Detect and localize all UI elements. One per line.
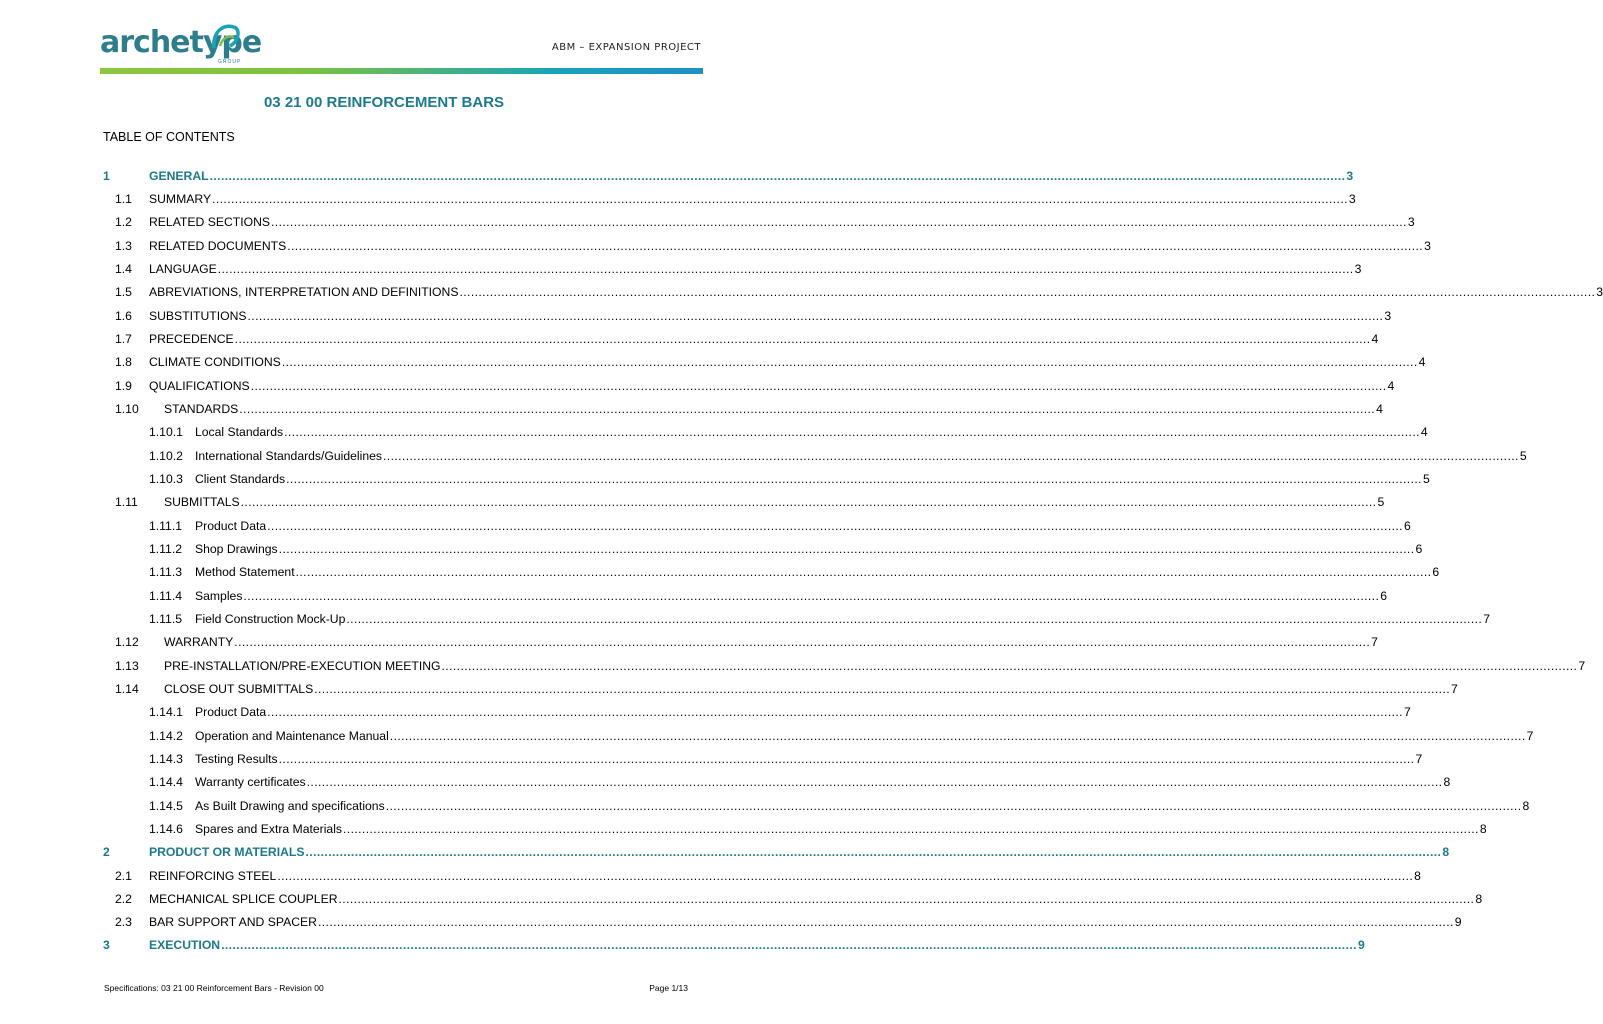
toc-dot-leader: ............................................................................................................................................................................................................................................................................................................ (221, 938, 1357, 953)
toc-dot-leader: ............................................................................................................................................................................................................................................................................................................ (383, 448, 1519, 463)
toc-entry-page: 5 (1519, 448, 1527, 463)
toc-dot-leader: ............................................................................................................................................................................................................................................................................................................ (277, 868, 1414, 883)
toc-entry-title: Testing Results (195, 751, 278, 766)
toc-entry[interactable] (103, 701, 1411, 724)
toc-entry-number: 1.11 (115, 495, 138, 510)
toc-entry-title: ABREVIATIONS, INTERPRETATION AND DEFINITIONS (149, 285, 459, 300)
toc-dot-leader: ............................................................................................................................................................................................................................................................................................................ (314, 681, 1451, 696)
toc-entry-page: 8 (1475, 891, 1483, 906)
toc-entry-title: Operation and Maintenance Manual (195, 728, 389, 743)
toc-entry[interactable] (103, 514, 1411, 537)
toc-entry-number: 1.11.1 (149, 518, 182, 533)
logo-swoosh-icon (206, 18, 246, 58)
toc-entry-number: 2.3 (115, 915, 132, 930)
toc-entry[interactable] (103, 771, 1451, 794)
toc-entry-title: CLIMATE CONDITIONS (149, 355, 281, 370)
toc-entry-page: 7 (1403, 705, 1411, 720)
header-gradient-bar (100, 68, 703, 74)
toc-entry-number: 1.11.2 (149, 541, 182, 556)
toc-entry-page: 3 (1354, 261, 1362, 276)
footer-spec: Specifications: 03 21 00 Reinforcement Bars - Revision 00 (104, 983, 324, 993)
toc-dot-leader: ............................................................................................................................................................................................................................................................................................................ (250, 378, 1387, 393)
toc-entry-number: 2.2 (115, 891, 132, 906)
toc-entry-title: Product Data (195, 518, 267, 533)
toc-dot-leader: ............................................................................................................................................................................................................................................................................................................ (343, 821, 1479, 836)
toc-entry-page: 5 (1422, 471, 1430, 486)
document-title: 03 21 00 REINFORCEMENT BARS (263, 94, 505, 111)
toc-entry[interactable] (103, 654, 1586, 677)
toc-entry-title: BAR SUPPORT AND SPACER (149, 915, 317, 930)
toc-dot-leader: ............................................................................................................................................................................................................................................................................................................ (267, 705, 1403, 720)
toc-entry-number: 1.10.1 (149, 425, 183, 440)
toc-entry-page: 9 (1357, 938, 1365, 953)
toc-entry[interactable] (103, 934, 1365, 957)
toc-dot-leader: ............................................................................................................................................................................................................................................................................................................ (209, 168, 1346, 183)
toc-dot-leader: ............................................................................................................................................................................................................................................................................................................ (287, 238, 1424, 253)
toc-dot-leader: ............................................................................................................................................................................................................................................................................................................ (389, 728, 1526, 743)
toc-dot-leader: ............................................................................................................................................................................................................................................................................................................ (306, 775, 1443, 790)
toc-entry-number: 1.9 (115, 378, 132, 393)
toc-entry-title: PRE-INSTALLATION/PRE-EXECUTION MEETING (164, 658, 441, 673)
toc-entry-page: 6 (1403, 518, 1411, 533)
toc-dot-leader: ............................................................................................................................................................................................................................................................................................................ (305, 845, 1442, 860)
toc-entry-number: 1.13 (115, 658, 139, 673)
toc-entry-title: RELATED DOCUMENTS (149, 238, 287, 253)
toc-entry-title: WARRANTY (164, 635, 234, 650)
toc-dot-leader: ............................................................................................................................................................................................................................................................................................................ (317, 915, 1454, 930)
toc-entry-title: QUALIFICATIONS (149, 378, 250, 393)
toc-entry-number: 1.4 (115, 261, 132, 276)
toc-entry-page: 3 (1384, 308, 1392, 323)
toc-entry[interactable] (103, 724, 1534, 747)
toc-dot-leader: ............................................................................................................................................................................................................................................................................................................ (346, 611, 1483, 626)
toc-entry-title: Shop Drawings (195, 541, 278, 556)
toc-entry-title: SUMMARY (149, 191, 212, 206)
toc-entry-title: RELATED SECTIONS (149, 215, 270, 230)
toc-entry[interactable] (103, 491, 1385, 514)
toc-entry-number: 1.14.6 (149, 821, 183, 836)
toc-entry-title: REINFORCING STEEL (149, 868, 277, 883)
toc-entry[interactable] (103, 841, 1450, 864)
toc-entry-title: SUBMITTALS (164, 495, 240, 510)
toc-entry[interactable] (103, 677, 1458, 700)
toc-entry-number: 1.6 (115, 308, 132, 323)
toc-entry-title: GENERAL (149, 168, 209, 183)
toc-entry[interactable] (103, 467, 1430, 490)
toc-entry-title: Method Statement (195, 565, 295, 580)
toc-entry[interactable] (103, 584, 1388, 607)
table-of-contents (103, 164, 1603, 957)
toc-entry-title: CLOSE OUT SUBMITTALS (164, 681, 314, 696)
toc-dot-leader: ............................................................................................................................................................................................................................................................................................................ (234, 331, 1371, 346)
toc-dot-leader: ............................................................................................................................................................................................................................................................................................................ (338, 891, 1475, 906)
logo-wordmark: archetype (100, 25, 262, 60)
toc-entry[interactable] (103, 607, 1490, 630)
toc-entry-number: 1.10.2 (149, 448, 183, 463)
toc-entry-number: 1.14.3 (149, 751, 183, 766)
toc-entry[interactable] (103, 561, 1440, 584)
toc-entry[interactable] (103, 351, 1426, 374)
toc-dot-leader: ............................................................................................................................................................................................................................................................................................................ (243, 588, 1380, 603)
toc-heading: TABLE OF CONTENTS (103, 130, 235, 144)
toc-entry[interactable] (103, 257, 1362, 280)
project-name: ABM – EXPANSION PROJECT (551, 42, 701, 53)
toc-entry-title: SUBSTITUTIONS (149, 308, 247, 323)
toc-entry[interactable] (103, 911, 1462, 934)
toc-entry-number: 2 (103, 845, 110, 860)
toc-entry[interactable] (103, 234, 1431, 257)
toc-entry-page: 7 (1526, 728, 1534, 743)
toc-entry[interactable] (103, 887, 1483, 910)
toc-entry-number: 1.14.5 (149, 798, 183, 813)
toc-entry-title: PRODUCT OR MATERIALS (149, 845, 305, 860)
toc-dot-leader: ............................................................................................................................................................................................................................................................................................................ (281, 355, 1418, 370)
footer-page-number: Page 1/13 (649, 983, 688, 993)
toc-dot-leader: ............................................................................................................................................................................................................................................................................................................ (295, 565, 1432, 580)
toc-entry-page: 7 (1483, 611, 1490, 626)
toc-entry-page: 8 (1479, 821, 1487, 836)
toc-entry-title: LANGUAGE (149, 261, 217, 276)
toc-entry[interactable] (103, 281, 1603, 304)
toc-entry-page: 8 (1522, 798, 1530, 813)
toc-entry-number: 1.7 (115, 331, 132, 346)
toc-entry[interactable] (103, 444, 1527, 467)
toc-dot-leader: ............................................................................................................................................................................................................................................................................................................ (441, 658, 1578, 673)
toc-entry[interactable] (103, 794, 1530, 817)
toc-entry-title: Spares and Extra Materials (195, 821, 342, 836)
toc-entry-page: 4 (1371, 331, 1379, 346)
toc-entry-page: 3 (1348, 191, 1356, 206)
toc-entry-number: 1.5 (115, 285, 132, 300)
toc-dot-leader: ............................................................................................................................................................................................................................................................................................................ (239, 401, 1376, 416)
toc-entry-number: 1.14.4 (149, 775, 183, 790)
toc-entry-number: 1.10 (115, 401, 139, 416)
toc-entry-title: Warranty certificates (195, 775, 306, 790)
toc-dot-leader: ............................................................................................................................................................................................................................................................................................................ (267, 518, 1403, 533)
toc-entry-page: 6 (1380, 588, 1388, 603)
toc-entry-page: 8 (1414, 868, 1421, 883)
toc-entry-page: 7 (1578, 658, 1586, 673)
toc-dot-leader: ............................................................................................................................................................................................................................................................................................................ (278, 751, 1415, 766)
toc-entry[interactable] (103, 374, 1395, 397)
toc-entry-title: MECHANICAL SPLICE COUPLER (149, 891, 338, 906)
toc-entry-page: 3 (1596, 285, 1603, 300)
toc-dot-leader: ............................................................................................................................................................................................................................................................................................................ (459, 285, 1596, 300)
toc-entry-number: 1.14.2 (149, 728, 183, 743)
toc-entry[interactable] (103, 327, 1379, 350)
toc-entry-number: 1.3 (115, 238, 132, 253)
toc-entry-page: 5 (1377, 495, 1385, 510)
toc-entry[interactable] (103, 631, 1378, 654)
toc-entry-number: 1.8 (115, 355, 132, 370)
toc-entry[interactable] (103, 164, 1354, 187)
toc-entry-page: 8 (1442, 845, 1450, 860)
toc-dot-leader: ............................................................................................................................................................................................................................................................................................................ (217, 261, 1354, 276)
logo-subtext: GROUP (218, 59, 242, 65)
toc-entry-page: 6 (1415, 541, 1423, 556)
toc-entry[interactable] (103, 187, 1356, 210)
toc-entry-page: 8 (1443, 775, 1451, 790)
toc-entry-number: 1.10.3 (149, 471, 183, 486)
toc-entry-number: 1.2 (115, 215, 132, 230)
toc-dot-leader: ............................................................................................................................................................................................................................................................................................................ (212, 191, 1348, 206)
toc-entry-page: 7 (1415, 751, 1423, 766)
toc-entry-page: 7 (1451, 681, 1458, 696)
toc-entry[interactable] (103, 864, 1421, 887)
toc-entry[interactable] (103, 211, 1415, 234)
toc-entry-page: 3 (1424, 238, 1431, 253)
archetype-logo (100, 26, 261, 66)
toc-entry-page: 9 (1454, 915, 1462, 930)
toc-entry-number: 1.1 (115, 191, 132, 206)
toc-entry-title: Product Data (195, 705, 267, 720)
toc-entry[interactable] (103, 421, 1428, 444)
toc-entry-number: 1.11.3 (149, 565, 182, 580)
toc-dot-leader: ............................................................................................................................................................................................................................................................................................................ (286, 471, 1422, 486)
toc-entry-number: 1.11.5 (149, 611, 182, 626)
toc-entry-title: Samples (195, 588, 243, 603)
toc-entry[interactable] (103, 304, 1392, 327)
toc-entry-page: 4 (1418, 355, 1426, 370)
toc-entry-title: International Standards/Guidelines (195, 448, 382, 463)
toc-entry-title: Client Standards (195, 471, 286, 486)
toc-dot-leader: ............................................................................................................................................................................................................................................................................................................ (284, 425, 1420, 440)
toc-entry-number: 1.12 (115, 635, 139, 650)
toc-entry-title: Local Standards (195, 425, 284, 440)
toc-entry-page: 3 (1407, 215, 1415, 230)
toc-entry-page: 3 (1346, 168, 1354, 183)
page-header (100, 14, 703, 76)
toc-entry-page: 4 (1420, 425, 1428, 440)
toc-entry-page: 7 (1371, 635, 1378, 650)
toc-dot-leader: ............................................................................................................................................................................................................................................................................................................ (234, 635, 1371, 650)
toc-entry-title: EXECUTION (149, 938, 221, 953)
toc-entry-number: 1.14 (115, 681, 139, 696)
toc-entry-page: 4 (1376, 401, 1383, 416)
toc-entry-title: Field Construction Mock-Up (195, 611, 346, 626)
toc-entry[interactable] (103, 817, 1487, 840)
toc-entry-number: 3 (103, 938, 110, 953)
toc-entry-number: 1 (103, 168, 110, 183)
toc-entry[interactable] (103, 397, 1383, 420)
toc-entry-page: 6 (1432, 565, 1440, 580)
toc-dot-leader: ............................................................................................................................................................................................................................................................................................................ (247, 308, 1384, 323)
toc-entry-title: As Built Drawing and specifications (195, 798, 385, 813)
toc-entry-number: 2.1 (115, 868, 132, 883)
toc-dot-leader: ............................................................................................................................................................................................................................................................................................................ (385, 798, 1522, 813)
toc-entry-number: 1.11.4 (149, 588, 182, 603)
toc-entry[interactable] (103, 537, 1423, 560)
toc-dot-leader: ............................................................................................................................................................................................................................................................................................................ (240, 495, 1377, 510)
toc-entry-page: 4 (1387, 378, 1395, 393)
toc-dot-leader: ............................................................................................................................................................................................................................................................................................................ (271, 215, 1407, 230)
toc-entry[interactable] (103, 747, 1423, 770)
toc-dot-leader: ............................................................................................................................................................................................................................................................................................................ (278, 541, 1415, 556)
toc-entry-title: STANDARDS (164, 401, 239, 416)
toc-entry-number: 1.14.1 (149, 705, 183, 720)
toc-entry-title: PRECEDENCE (149, 331, 234, 346)
